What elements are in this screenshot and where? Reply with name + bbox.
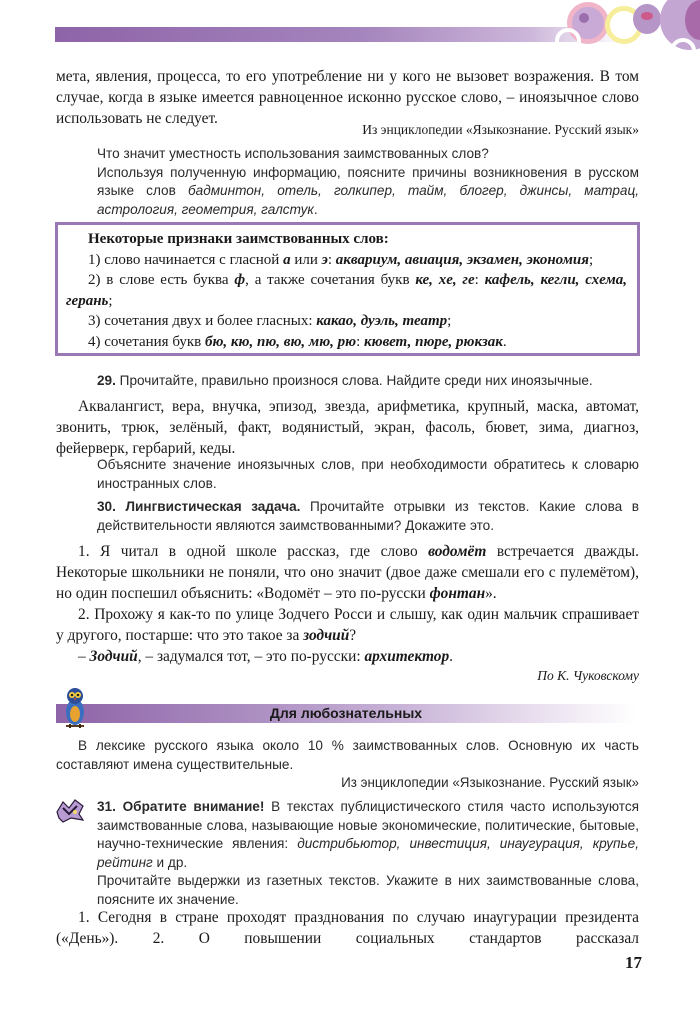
- excerpt-1: 1. Я читал в одной школе рассказ, где слово водомёт встречается дважды. Некоторые школьники не поняли, что оно значит (двое даже смешали его с пулемётом), но один поспешил объяснить: «Водомёт – это по-русски фонтан».: [56, 543, 639, 602]
- intro-text: мета, явления, процесса, то его употребление ни у кого не вызовет возражения. В том случае, когда в языке имеется равноценное исконно русское слово, – иноязычное слово использовать не следует.: [56, 68, 639, 127]
- exercise-number: 29.: [97, 373, 116, 388]
- curious-text: В лексике русского языка около 10 % заимствованных слов. Основную их часть составляют имена существительные.: [56, 738, 639, 772]
- owl-icon: [60, 686, 90, 730]
- question-1: Что значит уместность использования заимствованных слов?: [97, 146, 489, 161]
- exercise-31-excerpt: 1. Сегодня в стране проходят празднования по случаю инаугурации президента («День»). 2. О повышении социальных стандартов рассказал: [56, 909, 639, 947]
- question-2-words: бадминтон, отель, голкипер, тайм, блогер, джинсы, матрац, астрология, геометрия, галстук: [97, 183, 640, 217]
- exercise-29-followup: Объясните значение иноязычных слов, при необходимости обратитесь к словарю иностранных слов.: [97, 457, 639, 491]
- intro-paragraph: [56, 66, 639, 129]
- intro-source: Из энциклопедии «Языкознание. Русский язык»: [362, 122, 639, 137]
- rule-item-3: 3) сочетания двух и более гласных: какао, дуэль, театр;: [88, 313, 452, 329]
- curious-source: Из энциклопедии «Языкознание. Русский язык»: [341, 775, 639, 790]
- curious-section-bar: [56, 704, 636, 723]
- exercise-number: 30.: [97, 499, 116, 514]
- rule-item-1: 1) слово начинается с гласной а или э: аквариум, авиация, экзамен, экономия;: [88, 251, 594, 268]
- exercise-31-block: 31. Обратите внимание! В текстах публицистического стиля часто используются заимствованные слова, называющие новые экономические, политические, бытовые, научно-технические явления: дистрибьютор, инвестиция, инаугурация, крупье, рейтинг и др. Прочитайте выдержки из газетных текстов. Укажите в них заимствованные слова, поясните их значение.: [97, 798, 639, 909]
- question-2: Используя полученную информацию, поясните причины возникновения в русском языке слов бадминтон, отель, голкипер, тайм, блогер, джинсы, матрац, астрология, геометрия, галстук.: [97, 164, 640, 217]
- exercise-title: Лингвистическая задача.: [115, 499, 301, 514]
- excerpt-3: – Зодчий, – задумался тот, – это по-русски: архитектор.: [78, 648, 454, 665]
- exercise-31-task: Прочитайте выдержки из газетных текстов. Укажите в них заимствованные слова, поясните их значение.: [97, 873, 639, 907]
- exercise-29-task: 29. Прочитайте, правильно произнося слова. Найдите среди них иноязычные.: [97, 373, 593, 388]
- header-bar: [55, 27, 615, 42]
- curious-section-title: Для любознательных: [269, 705, 423, 721]
- questions-block: [97, 145, 639, 219]
- rule-item-2: 2) в слове есть буква ф, а также сочетания букв ке, хе, ге: кафель, кегли, схема, герань;: [66, 272, 627, 309]
- rule-box: [55, 222, 640, 356]
- rule-box-title: Некоторые признаки заимствованных слов:: [88, 231, 389, 247]
- exercise-30-text: [56, 541, 639, 667]
- page-number: 17: [625, 953, 642, 972]
- rule-item-4: 4) сочетания букв бю, кю, пю, вю, мю, рю: кювет, пюре, рюкзак.: [88, 333, 507, 350]
- exercise-title: 31. Обратите внимание!: [97, 799, 265, 814]
- circles-ornament-icon: [555, 0, 700, 62]
- exercise-29-words: Аквалангист, вера, внучка, эпизод, звезда, арифметика, крупный, маска, автомат, звонить, трюк, зелёный, факт, водянистый, экран, фасоль, бювет, зима, диагноз, фейерверк, гербарий, кеды.: [56, 398, 639, 457]
- excerpt-2: 2. Прохожу я как-то по улице Зодчего Росси и слышу, как один мальчик спрашивает у другого, постарше: что это такое за зодчий?: [56, 606, 639, 644]
- exercise-30-task: 30. Лингвистическая задача. Прочитайте отрывки из текстов. Какие слова в действительности являются заимствованными? Докажите это.: [97, 499, 639, 533]
- exercise-30-source: По К. Чуковскому: [537, 668, 639, 683]
- attention-icon: [55, 798, 85, 824]
